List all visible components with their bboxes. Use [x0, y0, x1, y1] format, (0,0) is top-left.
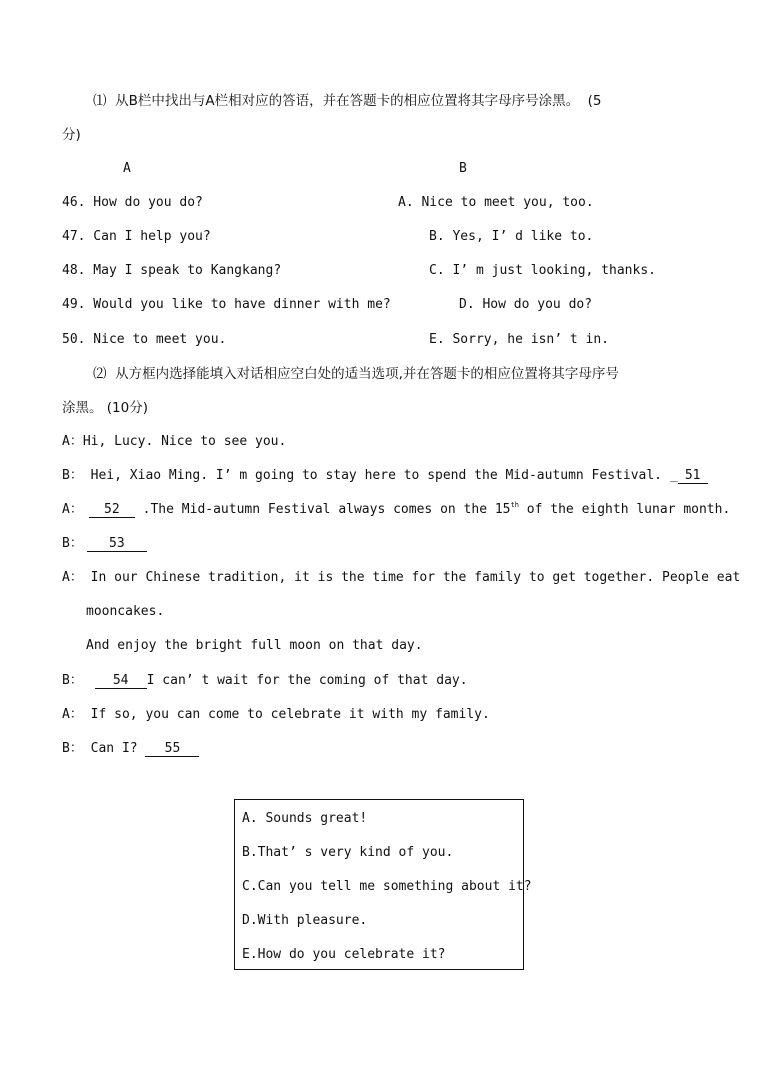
dialogue-text: I can’ t wait for the coming of that day. — [146, 673, 468, 688]
answer-a: A. Nice to meet you, too. — [398, 195, 594, 210]
column-b-header: B — [459, 161, 467, 176]
blank-53: 53 — [87, 536, 147, 552]
dialogue-text: of the eighth lunar month. — [518, 502, 731, 517]
dialogue-line-2 — [62, 467, 708, 485]
dialogue-text: B： Can I? — [62, 741, 146, 756]
part1-instruction-cont: 分) — [62, 127, 81, 143]
question-46: 46. How do you do? — [62, 195, 203, 210]
answer-b: B. Yes, I’ d like to. — [429, 229, 594, 244]
dialogue-line-9: A： If so, you can come to celebrate it with my family. — [62, 707, 490, 722]
answer-c: C. I’ m just looking, thanks. — [429, 263, 656, 278]
blank-51: 51 — [678, 468, 708, 484]
part2-instruction-cont: 涂黑。 (10分) — [62, 400, 149, 416]
option-a: A. Sounds great! — [242, 811, 368, 826]
dialogue-line-3 — [62, 501, 730, 519]
question-49: 49. Would you like to have dinner with me? — [62, 297, 391, 312]
speaker-label: B： — [62, 536, 83, 551]
dialogue-line-7: And enjoy the bright full moon on that day. — [86, 638, 423, 653]
speaker-label: A： — [62, 502, 83, 517]
option-c: C.Can you tell me something about it? — [242, 879, 532, 894]
dialogue-line-5: A： In our Chinese tradition, it is the time for the family to get together. People eat — [62, 570, 741, 585]
options-box — [234, 799, 532, 970]
superscript: th — [510, 501, 519, 509]
speaker-label: B： — [62, 673, 91, 688]
question-48: 48. May I speak to Kangkang? — [62, 263, 282, 278]
dialogue-line-8 — [62, 672, 468, 690]
question-47: 47. Can I help you? — [62, 229, 211, 244]
option-b: B.That’ s very kind of you. — [242, 845, 454, 860]
dialogue-line-6: mooncakes. — [86, 604, 165, 619]
blank-55: 55 — [145, 741, 199, 757]
answer-e: E. Sorry, he isn’ t in. — [429, 332, 610, 347]
dialogue-text: .The Mid-autumn Festival always comes on the 15 — [134, 502, 511, 517]
blank-52: 52 — [89, 502, 135, 518]
option-e: E.How do you celebrate it? — [242, 947, 446, 962]
dialogue-line-1: A：Hi, Lucy. Nice to see you. — [62, 434, 287, 449]
question-50: 50. Nice to meet you. — [62, 332, 227, 347]
blank-54: 54 — [95, 673, 147, 689]
dialogue-line-10 — [62, 740, 199, 758]
dialogue-line-4 — [62, 535, 147, 553]
column-a-header: A — [123, 161, 131, 176]
part2-instruction: ⑵ 从方框内选择能填入对话相应空白处的适当选项,并在答题卡的相应位置将其字母序号 — [93, 366, 619, 382]
answer-d: D. How do you do? — [459, 297, 593, 312]
part1-instruction: ⑴ 从B栏中找出与A栏相对应的答语，并在答题卡的相应位置将其字母序号涂黑。 (5 — [93, 93, 602, 109]
option-d: D.With pleasure. — [242, 913, 368, 928]
dialogue-text: B： Hei, Xiao Ming. I’ m going to stay here to spend the Mid-autumn Festival. _ — [62, 468, 678, 483]
